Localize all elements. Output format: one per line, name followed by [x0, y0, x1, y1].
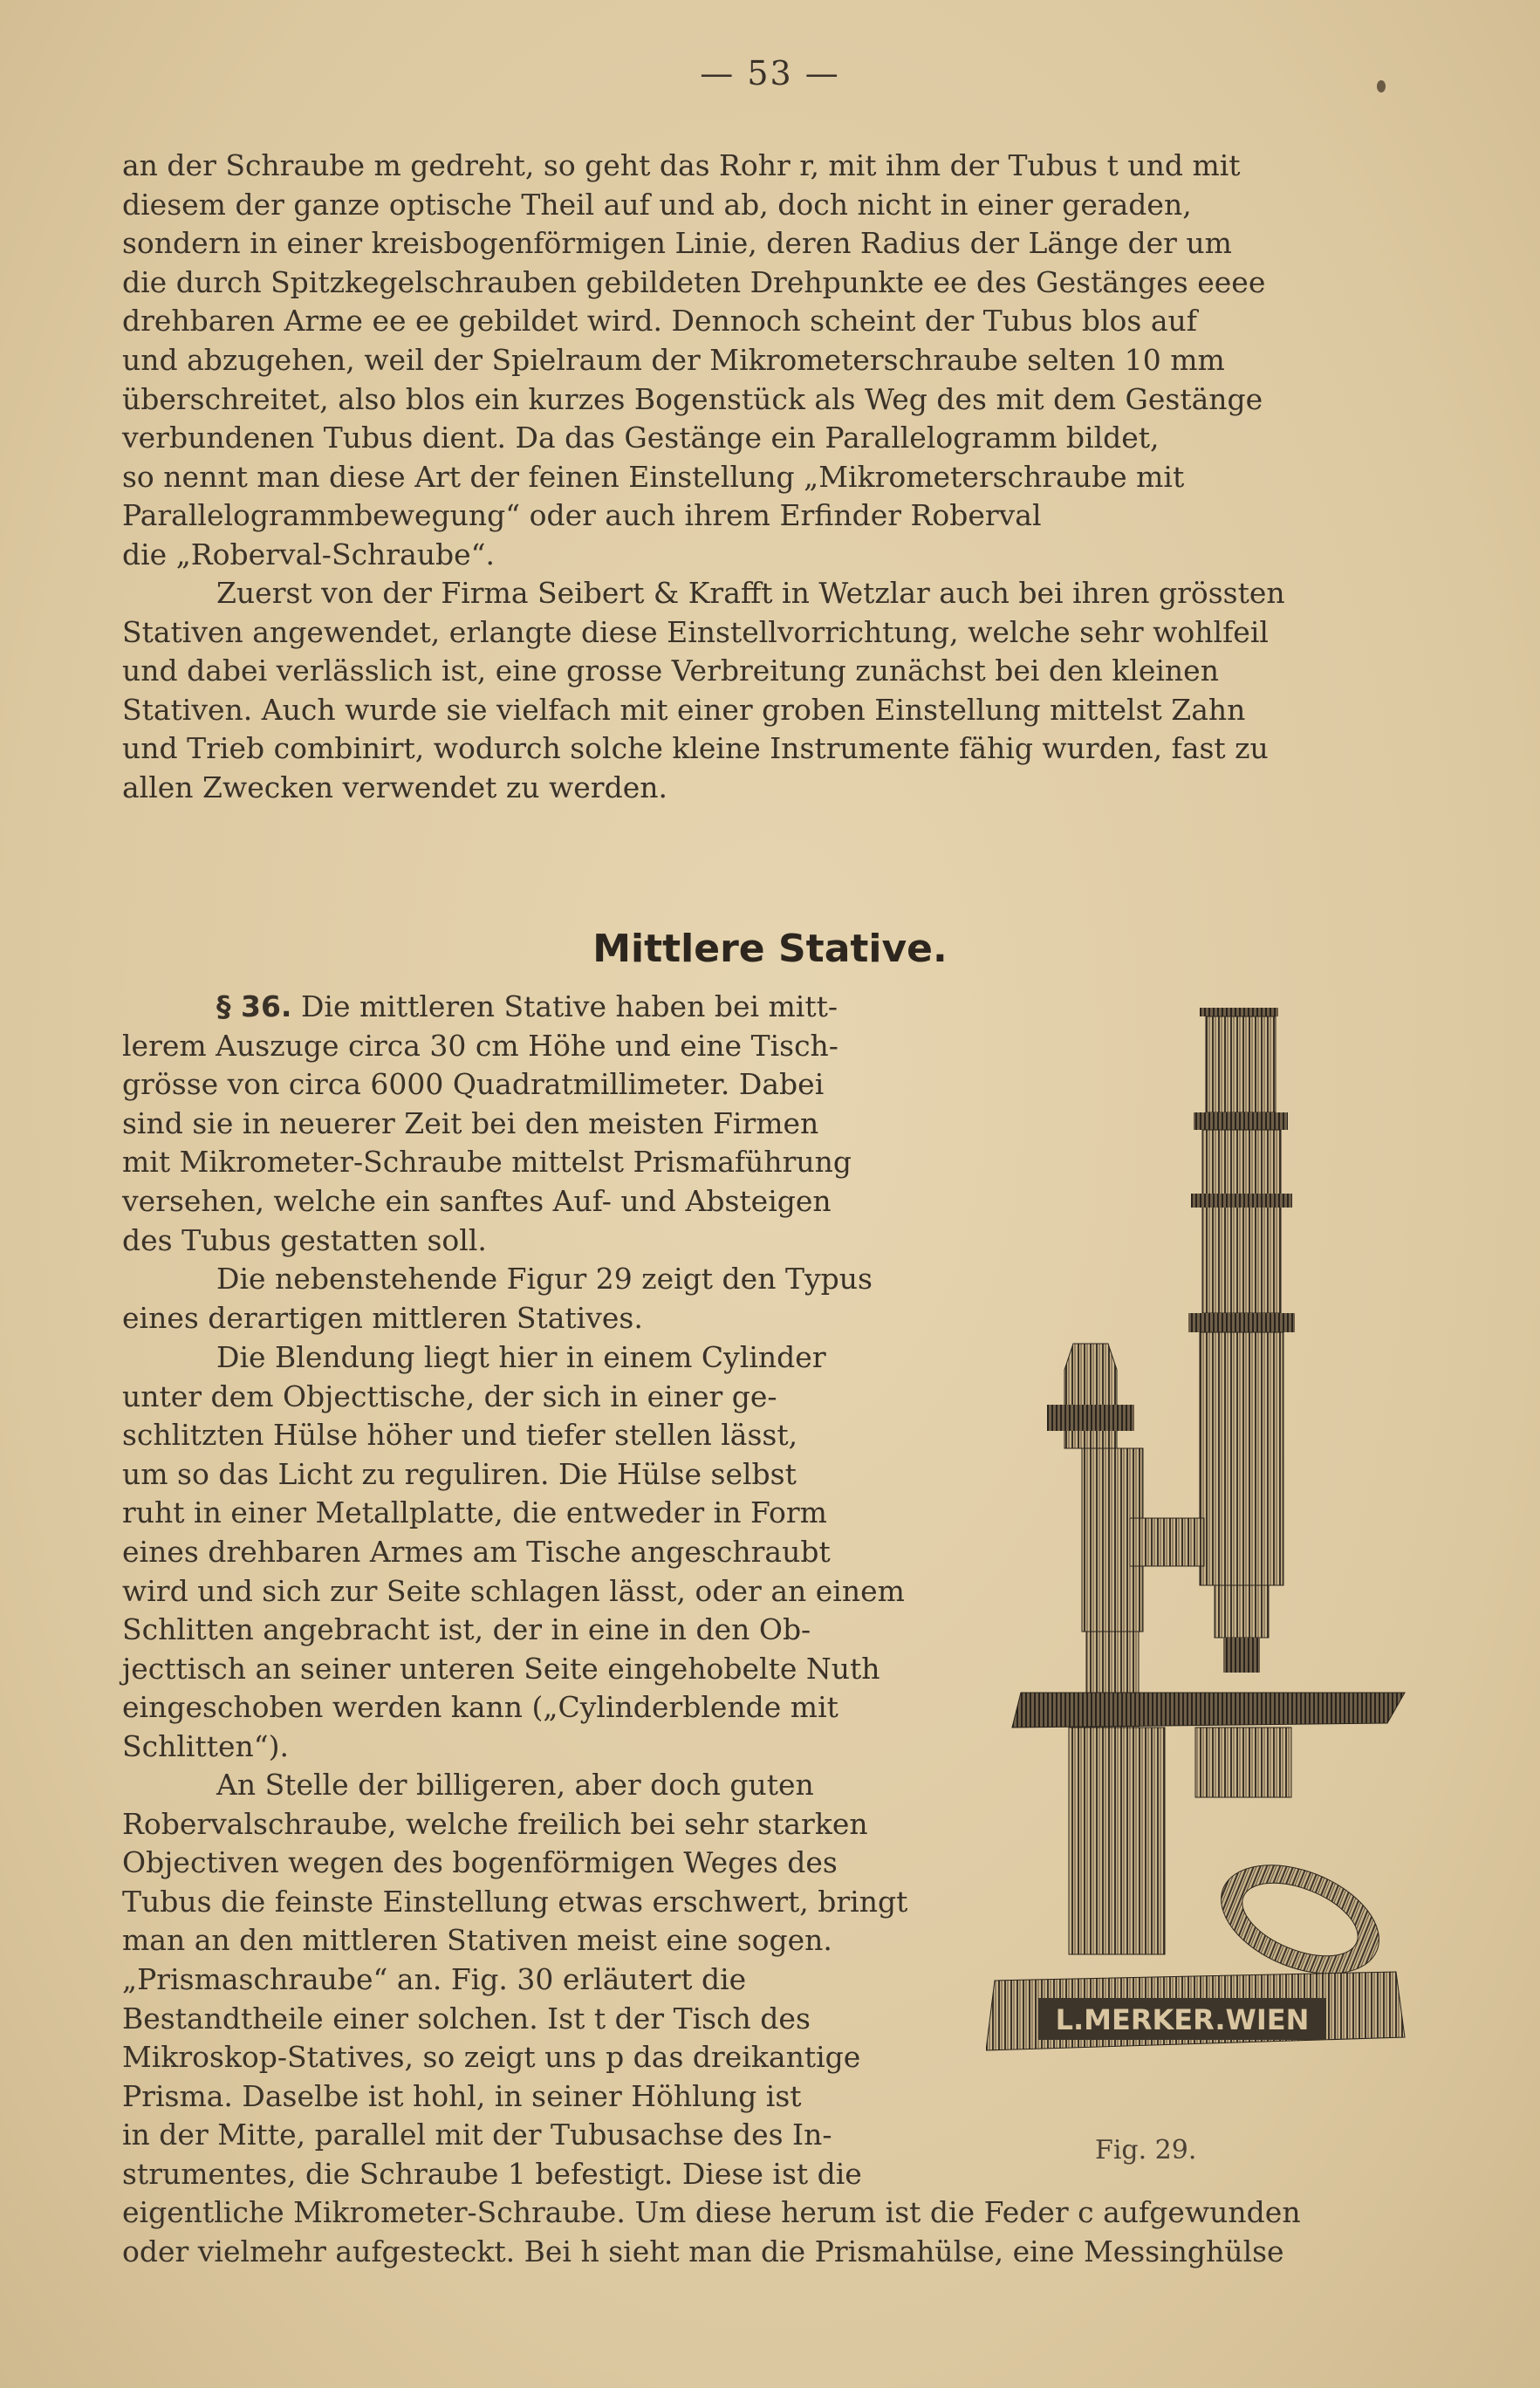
text-line: mit Mikrometer-Schraube mittelst Prismaführung — [122, 1145, 852, 1180]
microscope-illustration — [986, 995, 1422, 2155]
text-line: Robervalschraube, welche freilich bei sehr starken — [122, 1806, 868, 1841]
text-line: des Tubus gestatten soll. — [122, 1222, 487, 1257]
text-line: eines drehbaren Armes am Tische angeschraubt — [122, 1534, 831, 1569]
text-line: wird und sich zur Seite schlagen lässt, oder an einem — [122, 1573, 905, 1608]
text-line: und dabei verlässlich ist, eine grosse Verbreitung zunächst bei den kleinen — [122, 653, 1219, 688]
text-line: allen Zwecken verwendet zu werden. — [122, 770, 667, 804]
text-line: an der Schraube m gedreht, so geht das Rohr r, mit ihm der Tubus t und mit — [122, 148, 1241, 182]
text-line: die durch Spitzkegelschrauben gebildeten Drehpunkte ee des Gestänges eeee — [122, 264, 1266, 299]
page-number: — 53 — — [700, 54, 840, 92]
blendung-paragraph — [122, 1338, 960, 1767]
text-line: eingeschoben werden kann („Cylinderblende mit — [122, 1690, 838, 1725]
text-line: „Prismaschraube“ an. Fig. 30 erläutert die — [122, 1961, 747, 1996]
text-line: Zuerst von der Firma Seibert & Krafft in Wetzlar auch bei ihren grössten — [216, 576, 1285, 610]
text-line: oder vielmehr aufgesteckt. Bei h sieht man die Prismahülse, eine Messinghülse — [122, 2234, 1284, 2268]
text-line: eines derartigen mittleren Statives. — [122, 1300, 643, 1335]
text-line: Objectiven wegen des bogenförmigen Weges des — [122, 1845, 838, 1880]
figure-caption: Fig. 29. — [1095, 2135, 1197, 2166]
figur-paragraph — [122, 1260, 960, 1338]
text-line: Stativen. Auch wurde sie vielfach mit einer groben Einstellung mittelst Zahn — [122, 692, 1246, 727]
text-line: strumentes, die Schraube 1 befestigt. Diese ist die — [122, 2156, 862, 2191]
text-fragment: Die mittleren Stative haben bei mitt- — [291, 989, 838, 1023]
text-line: sondern in einer kreisbogenförmigen Linie, deren Radius der Länge der um — [122, 226, 1232, 261]
text-line: Die nebenstehende Figur 29 zeigt den Typus — [216, 1262, 873, 1296]
ink-spot — [1377, 80, 1386, 92]
text-line: die „Roberval-Schraube“. — [122, 537, 496, 571]
text-line: Die Blendung liegt hier in einem Cylinder — [216, 1340, 826, 1374]
text-line: Tubus die feinste Einstellung etwas erschwert, bringt — [122, 1884, 908, 1919]
text-line: überschreitet, also blos ein kurzes Bogenstück als Weg des mit dem Gestänge — [122, 381, 1263, 416]
text-line: sind sie in neuerer Zeit bei den meisten Firmen — [122, 1105, 819, 1140]
text-line: Bestandtheile einer solchen. Ist t der Tisch des — [122, 2001, 811, 2036]
text-line: lerem Auszuge circa 30 cm Höhe und eine Tisch- — [122, 1028, 838, 1063]
anstelle-paragraph — [122, 1766, 960, 2194]
paragraph-36 — [122, 988, 960, 1260]
text-line: ruht in einer Metallplatte, die entweder in Form — [122, 1495, 827, 1530]
text-line: Schlitten“). — [122, 1728, 289, 1763]
text-line: drehbaren Arme ee ee gebildet wird. Dennoch scheint der Tubus blos auf — [122, 304, 1197, 339]
text-line: Mikroskop-Statives, so zeigt uns p das dreikantige — [122, 2040, 861, 2075]
intro-paragraph — [122, 147, 1413, 575]
text-line: so nennt man diese Art der feinen Einstellung „Mikrometerschraube mit — [122, 459, 1185, 494]
text-line — [122, 988, 960, 1027]
text-line: Prisma. Daselbe ist hohl, in seiner Höhlung ist — [122, 2078, 802, 2113]
text-line: schlitzten Hülse höher und tiefer stellen lässt, — [122, 1418, 798, 1453]
text-line: grösse von circa 6000 Quadratmillimeter. Dabei — [122, 1067, 825, 1102]
section-number: § 36. — [216, 989, 292, 1023]
text-line: eigentliche Mikrometer-Schraube. Um diese herum ist die Feder c aufgewunden — [122, 2195, 1301, 2229]
text-line: Schlitten angebracht ist, der in eine in den Ob- — [122, 1612, 811, 1647]
closing-paragraph — [122, 2193, 1413, 2271]
text-line: diesem der ganze optische Theil auf und ab, doch nicht in einer geraden, — [122, 187, 1192, 222]
text-line: An Stelle der billigeren, aber doch guten — [216, 1768, 814, 1802]
text-line: Parallelogrammbewegung“ oder auch ihrem Erfinder Roberval — [122, 498, 1042, 533]
text-line: man an den mittleren Stativen meist eine sogen. — [122, 1923, 832, 1958]
text-line: in der Mitte, parallel mit der Tubusachse des In- — [122, 2118, 832, 2152]
text-line: um so das Licht zu reguliren. Die Hülse selbst — [122, 1456, 797, 1491]
zuerst-paragraph — [122, 574, 1413, 808]
text-line: versehen, welche ein sanftes Auf- und Absteigen — [122, 1183, 832, 1218]
section-heading: Mittlere Stative. — [592, 927, 948, 971]
text-line: jecttisch an seiner unteren Seite eingehobelte Nuth — [122, 1651, 880, 1686]
text-line: und abzugehen, weil der Spielraum der Mikrometerschraube selten 10 mm — [122, 342, 1225, 377]
text-line: und Trieb combinirt, wodurch solche kleine Instrumente fähig wurden, fast zu — [122, 731, 1269, 766]
text-line: unter dem Objecttische, der sich in einer ge- — [122, 1379, 777, 1413]
text-line: verbundenen Tubus dient. Da das Gestänge ein Parallelogramm bildet, — [122, 421, 1160, 455]
text-line: Stativen angewendet, erlangte diese Einstellvorrichtung, welche sehr wohlfeil — [122, 614, 1269, 649]
brand-plate: L.MERKER.WIEN — [1055, 2003, 1310, 2036]
